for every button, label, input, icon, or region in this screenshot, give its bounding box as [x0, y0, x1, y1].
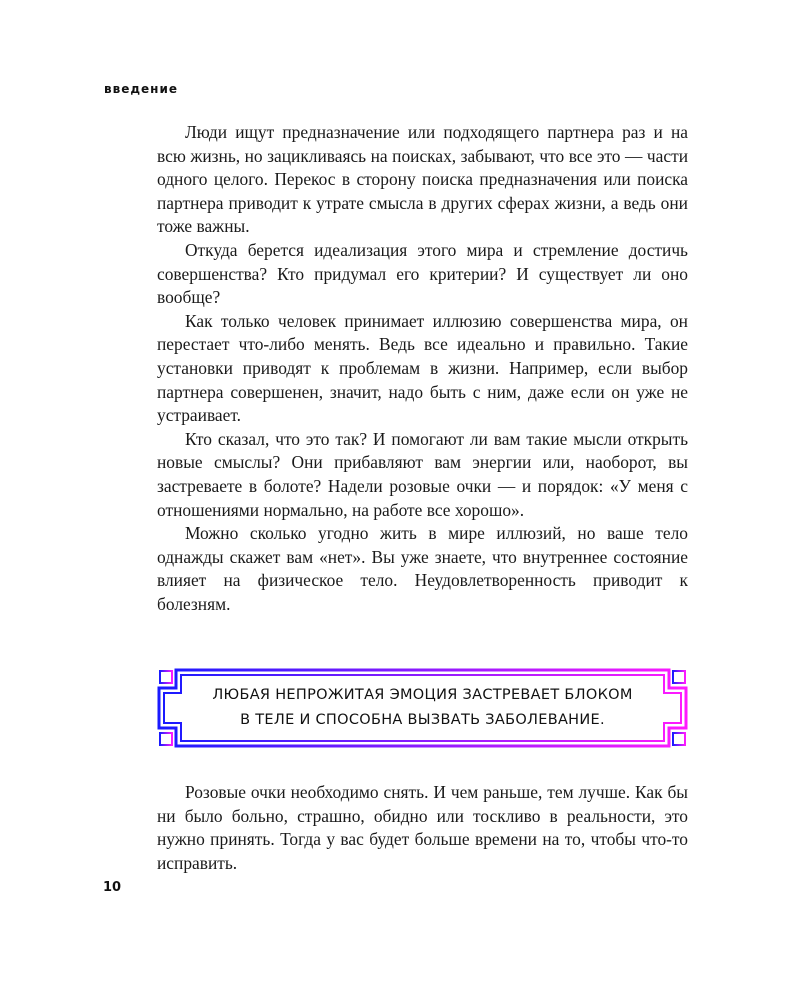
paragraph: Кто сказал, что это так? И помогают ли вам такие мысли открыть новые смыслы? Они прибавляют вам энергии или, наоборот, вы застреваете в болоте? Надели розовые очки — и порядок: «У меня с отношениями нормально, на работе все хорошо». — [157, 428, 688, 520]
body-text-continued — [157, 781, 688, 875]
paragraph: Можно сколько угодно жить в мире иллюзий, но ваше тело однажды скажет вам «нет». Вы уже знаете, что внутреннее состояние влияет на физическое тело. Неудовлетворенность приводит к болезням. — [157, 523, 688, 614]
quote-line: ЛЮБАЯ НЕПРОЖИТАЯ ЭМОЦИЯ ЗАСТРЕВАЕТ БЛОКОМ — [212, 687, 633, 703]
page-number: 10 — [103, 880, 122, 895]
pull-quote — [157, 668, 688, 748]
paragraph: Розовые очки необходимо снять. И чем раньше, тем лучше. Как бы ни было больно, страшно, обидно или тоскливо в реальности, это нужно принять. Тогда у вас будет больше времени на то, чтобы что-то исправить. — [157, 782, 688, 873]
running-header: введение — [104, 82, 178, 96]
quote-line: В ТЕЛЕ И СПОСОБНА ВЫЗВАТЬ ЗАБОЛЕВАНИЕ. — [240, 712, 605, 728]
paragraph: Как только человек принимает иллюзию совершенства мира, он перестает что-либо менять. Ведь все идеально и правильно. Такие установки приводят к проблемам в жизни. Например, если выбор партнера совершенен, значит, надо быть с ним, даже если он уже не устраивает. — [157, 310, 688, 426]
paragraph: Откуда берется идеализация этого мира и стремление достичь совершенства? Кто придумал его критерии? И существует ли оно вообще? — [157, 239, 688, 308]
paragraph: Люди ищут предназначение или подходящего партнера раз и на всю жизнь, но зацикливаясь на поисках, забывают, что все это — части одного целого. Перекос в сторону поиска предназначения или поиска партнера приводит к утрате смысла в других сферах жизни, а ведь они тоже важны. — [157, 122, 688, 237]
body-text — [157, 121, 688, 616]
